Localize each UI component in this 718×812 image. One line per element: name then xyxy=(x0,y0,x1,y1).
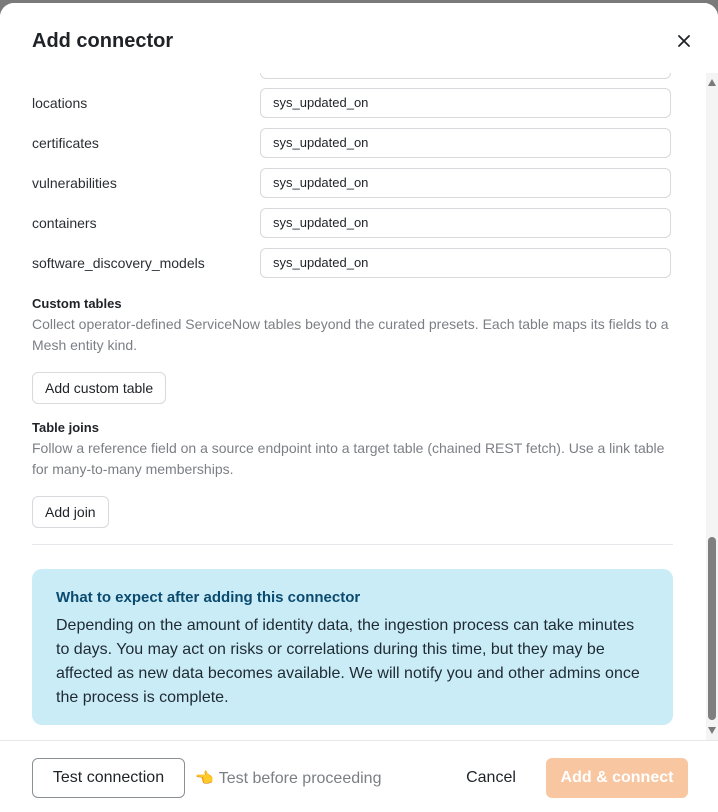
modal-header xyxy=(0,3,718,73)
cursor-field-input[interactable]: sys_updated_on xyxy=(260,168,671,198)
close-icon[interactable] xyxy=(674,31,694,51)
cancel-button[interactable]: Cancel xyxy=(466,769,516,786)
cursor-field-label: certificates xyxy=(32,135,99,151)
test-connection-button[interactable]: Test connection xyxy=(32,758,185,798)
cursor-field-label: locations xyxy=(32,95,88,111)
cursor-field-label: software_discovery_models xyxy=(32,255,205,271)
scroll-up-arrow-icon[interactable] xyxy=(708,79,716,86)
cursor-field-label: containers xyxy=(32,215,97,231)
table-joins-description: Follow a reference field on a source endpoint into a target table (chained REST fetch). Use a link table for many-to-many memberships. xyxy=(32,440,665,477)
custom-tables-title: Custom tables xyxy=(32,296,122,311)
cursor-field-input[interactable] xyxy=(260,73,671,79)
modal-scroll-content xyxy=(0,73,706,740)
add-and-connect-button[interactable]: Add & connect xyxy=(546,758,688,798)
cursor-field-input[interactable]: sys_updated_on xyxy=(260,128,671,158)
modal-title: Add connector xyxy=(32,30,174,52)
scrollbar-thumb[interactable] xyxy=(708,537,716,720)
cursor-field-input[interactable]: sys_updated_on xyxy=(260,248,671,278)
vertical-scrollbar[interactable] xyxy=(706,73,718,740)
pointing-hand-icon: 👈 xyxy=(195,770,214,787)
add-custom-table-button[interactable]: Add custom table xyxy=(32,372,166,404)
info-callout-title: What to expect after adding this connector xyxy=(56,589,361,606)
add-join-button[interactable]: Add join xyxy=(32,496,109,528)
section-divider xyxy=(32,544,673,545)
test-hint-text: Test before proceeding xyxy=(218,770,382,787)
modal-footer xyxy=(0,740,718,812)
info-callout-body: Depending on the amount of identity data, the ingestion process can take minutes to days. You may act on risks or correlations during this time, but they may be affected as new data becomes available. We will notify you and other admins once the process is complete. xyxy=(56,617,640,706)
table-joins-title: Table joins xyxy=(32,420,99,435)
cursor-field-input[interactable]: sys_updated_on xyxy=(260,88,671,118)
scroll-down-arrow-icon[interactable] xyxy=(708,727,716,734)
test-hint xyxy=(195,769,381,788)
cursor-field-input[interactable]: sys_updated_on xyxy=(260,208,671,238)
cursor-field-label: vulnerabilities xyxy=(32,175,117,191)
info-callout xyxy=(32,569,673,725)
add-connector-modal xyxy=(0,3,718,812)
custom-tables-description: Collect operator-defined ServiceNow tables beyond the curated presets. Each table maps its fields to a Mesh entity kind. xyxy=(32,316,669,353)
